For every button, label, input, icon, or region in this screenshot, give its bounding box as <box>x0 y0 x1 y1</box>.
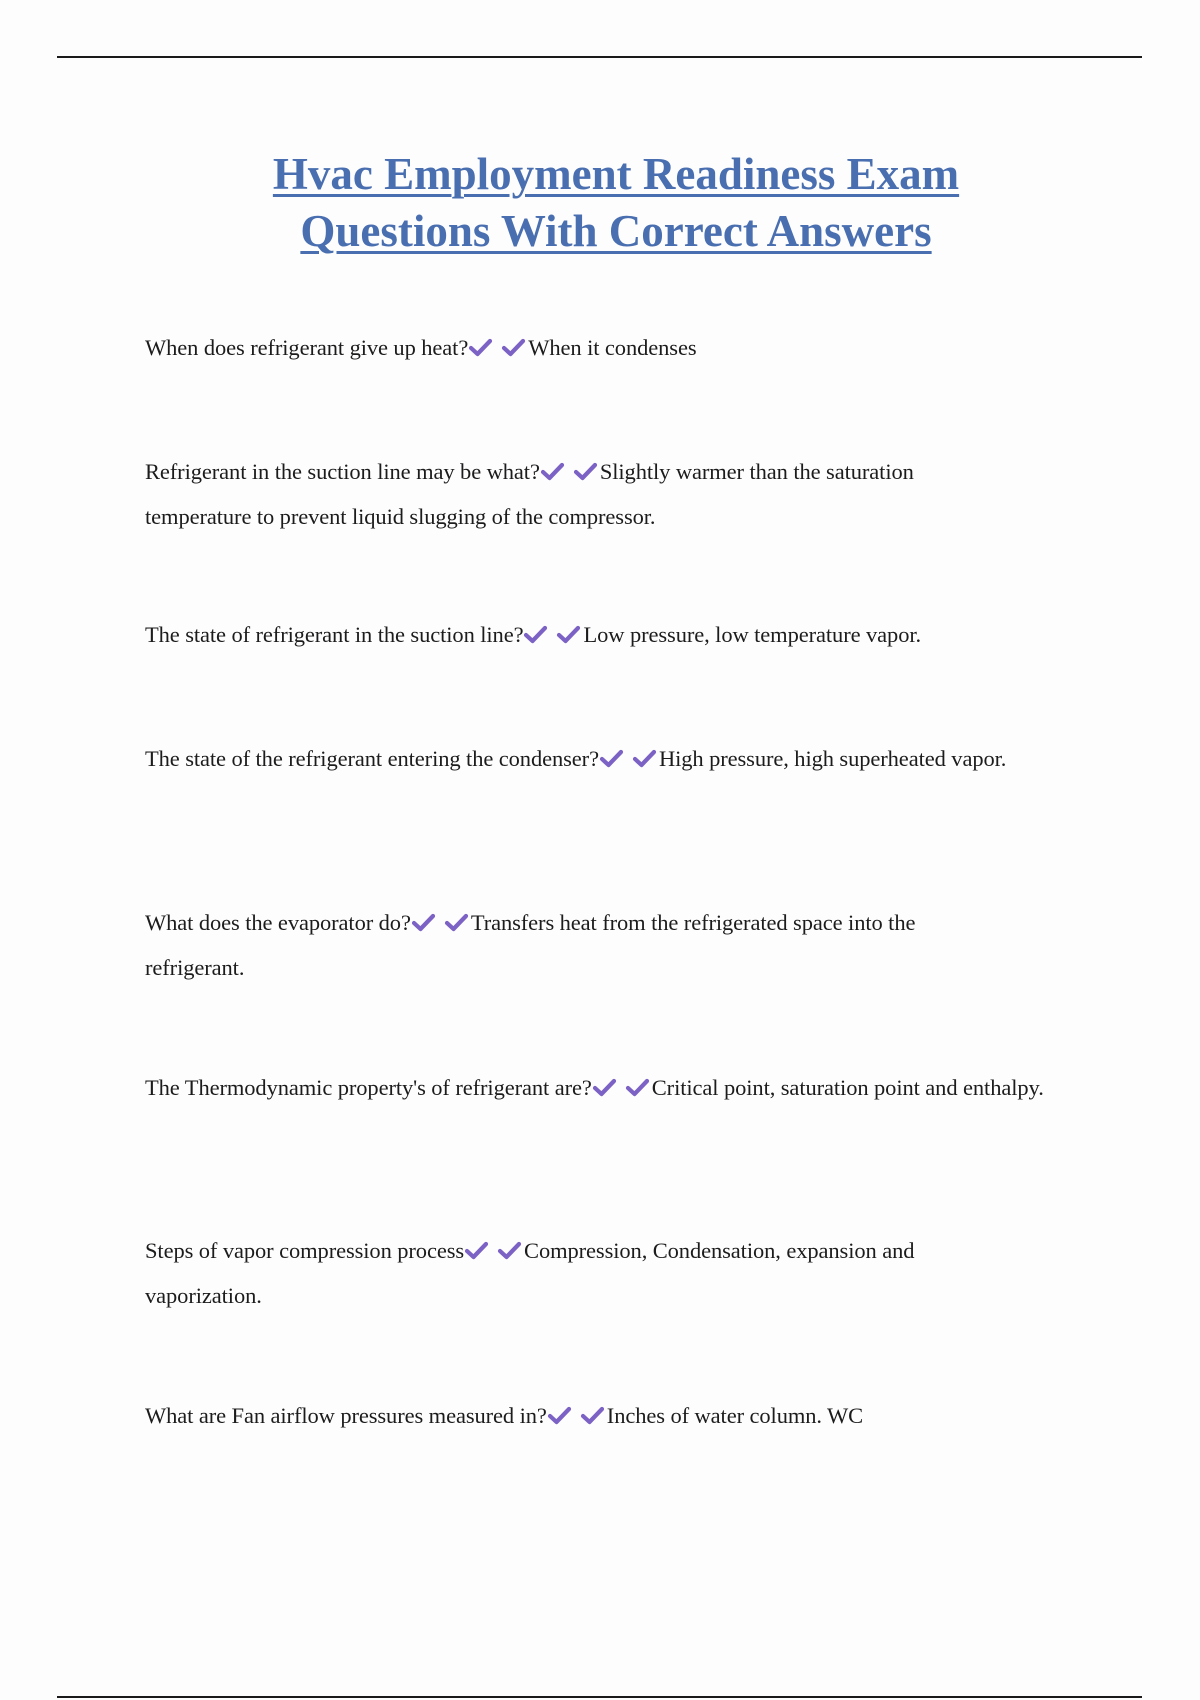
answer-text: Low pressure, low temperature vapor. <box>583 622 922 647</box>
question-text: Refrigerant in the suction line may be what? <box>145 459 540 484</box>
question-text: The state of refrigerant in the suction line? <box>145 622 524 647</box>
qa-item-4 <box>145 736 1045 781</box>
checkmark-icon <box>632 749 657 769</box>
question-text: The state of the refrigerant entering the condenser? <box>145 746 599 771</box>
checkmark-icon <box>599 749 624 769</box>
qa-item-8 <box>145 1393 1065 1438</box>
qa-item-5 <box>145 900 1015 990</box>
qa-item-6 <box>145 1065 1065 1110</box>
top-rule <box>57 56 1142 58</box>
answer-text: When it condenses <box>528 335 697 360</box>
checkmark-icon <box>468 338 493 358</box>
document-title <box>100 146 1132 260</box>
answer-text: Slightly warmer than the saturation temperature to prevent liquid slugging of the compressor. <box>145 459 914 529</box>
qa-item-3 <box>145 612 1065 657</box>
question-text: Steps of vapor compression process <box>145 1238 465 1263</box>
checkmark-icon <box>580 1406 605 1426</box>
bottom-rule <box>57 1696 1142 1698</box>
answer-text: Critical point, saturation point and enthalpy. <box>651 1075 1044 1100</box>
question-text: When does refrigerant give up heat? <box>145 335 469 360</box>
title-line-2: Questions With Correct Answers <box>300 206 932 256</box>
checkmark-icon <box>523 625 548 645</box>
checkmark-icon <box>547 1406 572 1426</box>
qa-item-2 <box>145 449 1015 539</box>
checkmark-icon <box>411 913 436 933</box>
checkmark-icon <box>501 338 526 358</box>
checkmark-icon <box>573 462 598 482</box>
checkmark-icon <box>444 913 469 933</box>
question-text: What does the evaporator do? <box>145 910 411 935</box>
question-text: What are Fan airflow pressures measured in? <box>145 1403 547 1428</box>
answer-text: High pressure, high superheated vapor. <box>658 746 1007 771</box>
checkmark-icon <box>625 1078 650 1098</box>
checkmark-icon <box>592 1078 617 1098</box>
checkmark-icon <box>540 462 565 482</box>
answer-text: Compression, Condensation, expansion and vaporization. <box>145 1238 915 1308</box>
checkmark-icon <box>497 1241 522 1261</box>
checkmark-icon <box>464 1241 489 1261</box>
question-text: The Thermodynamic property's of refrigerant are? <box>145 1075 592 1100</box>
answer-text: Inches of water column. WC <box>606 1403 864 1428</box>
qa-item-7 <box>145 1228 1015 1318</box>
title-line-1: Hvac Employment Readiness Exam <box>272 149 960 199</box>
answer-text: Transfers heat from the refrigerated space into the refrigerant. <box>145 910 916 980</box>
qa-item-1 <box>145 325 1065 370</box>
checkmark-icon <box>556 625 581 645</box>
